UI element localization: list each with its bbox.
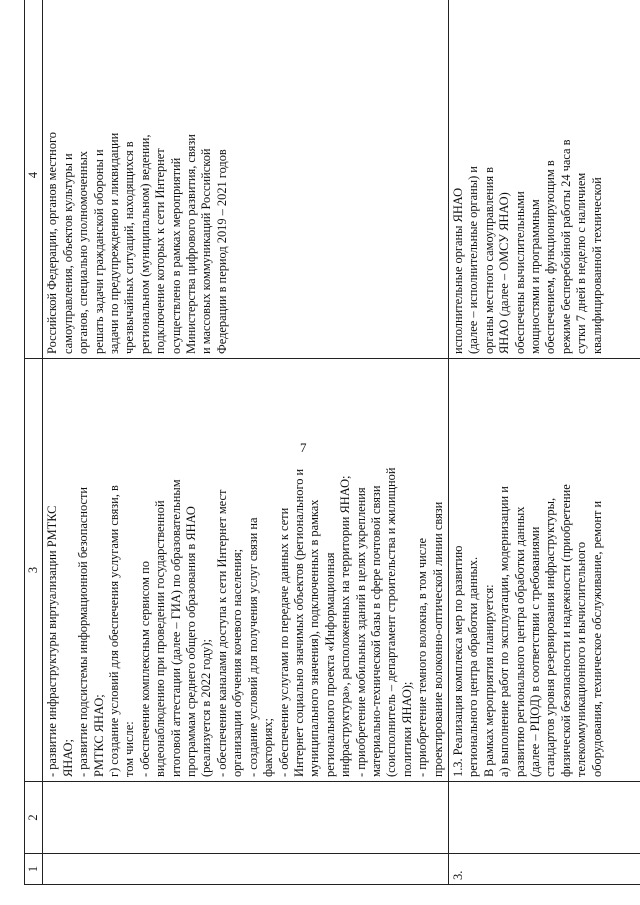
text-line: мощностями и программным [528, 199, 542, 354]
text-line: Интернет социально значимых объектов (регионального и [291, 468, 306, 777]
text-line: оборудования, техническое обслуживание, ремонт и [589, 500, 604, 777]
text-line: Министерства цифрового развития, связи [184, 134, 199, 354]
text-line: - создание условий для получения услуг связи на [245, 517, 260, 777]
text-line: - развитие инфраструктуры виртуализации РМТКС [45, 505, 60, 777]
text-line: муниципального значения), подключенных в рамках [307, 499, 322, 777]
text-line: материально-технической базы в сфере почтовой связи [368, 485, 383, 777]
text-line: подключение которых к сети Интернет [153, 148, 168, 354]
text-line: В рамках мероприятия планируется: [481, 584, 496, 777]
text-line: (далее – исполнительные органы) и [466, 166, 481, 354]
text-line: Российской Федерации, органов местного [45, 132, 60, 354]
text-line: г) создание условий для обеспечения услугами связи, в [107, 485, 122, 777]
text-line: и массовых коммуникаций Российской [199, 148, 214, 354]
activity-cell [43, 359, 449, 782]
text-line: РМТКС ЯНАО; [91, 694, 106, 777]
text-line: итоговой аттестации (далее – ГИА) по образовательным [168, 479, 183, 777]
text-line: стандартов уровня резервирования инфраструктуры, [543, 497, 558, 777]
text-line: а) выполнение работ по эксплуатации, модернизации и [497, 486, 512, 777]
text-line: осуществлено в рамках мероприятий [168, 157, 183, 354]
plan-table [24, 0, 640, 885]
text-line: - развитие подсистемы информационной безопасности [76, 486, 91, 777]
text-line: решать задачи гражданской обороны и [91, 149, 106, 354]
text-line: Федерации в период 2019 – 2021 годов [214, 149, 229, 354]
text-line: органов, специально уполномоченных [76, 151, 91, 354]
text-line: регионального проекта «Информационная [322, 552, 337, 777]
text-line: обеспечением, функционирующим в [543, 160, 558, 354]
text-line: (соисполнитель – департамент строительства и жилищной [384, 467, 399, 777]
result-cell [448, 0, 640, 359]
text-line: - обеспечение комплексным сервисом по [137, 561, 152, 777]
text-line: инфраструктура», расположенных на территории ЯНАО; [338, 475, 353, 777]
text-line: - обеспечение услугами по передаче данных к сети [276, 507, 291, 777]
header-col-4: 4 [25, 0, 43, 359]
rotated-table-container [24, 12, 604, 885]
text-line: том числе: [122, 721, 137, 777]
text-line: телекоммуникационного и вычислительного [574, 541, 589, 777]
row-number-cell: 3. [448, 854, 640, 885]
table-row [43, 0, 449, 885]
text-line: чрезвычайных ситуаций, находящихся в [122, 141, 137, 354]
text-line: организации обучения кочевого населения; [230, 548, 245, 777]
text-line: - обеспечение каналами доступа к сети Интернет мест [214, 489, 229, 777]
text-line: программам среднего общего образования в ЯНАО [184, 506, 199, 777]
text-line: ЯНАО (далее – ОМСУ ЯНАО) [497, 192, 512, 354]
text-line: 1.3. Реализация комплекса мер по развитию [450, 545, 465, 777]
activity-cell [448, 359, 640, 782]
col2-cell [43, 782, 449, 854]
text-line: регионального центра обработки данных. [466, 556, 481, 777]
text-line: (далее – РЦОД) в соответствии с требованиями [528, 526, 542, 777]
header-col-2: 2 [25, 782, 43, 854]
table-header-row [25, 0, 43, 885]
text-line: - приобретение темного волокна, в том числе [415, 538, 430, 777]
text-line: видеонаблюдению при проведении государственной [153, 500, 168, 777]
col2-cell [448, 782, 640, 854]
text-line: - приобретение мобильных зданий в целях укрепления [353, 487, 368, 777]
header-col-3: 3 [25, 359, 43, 782]
text-line: факториях; [261, 718, 276, 777]
text-line: региональном (муниципальном) ведении, [137, 134, 152, 354]
text-line: исполнительные органы ЯНАО [450, 187, 465, 354]
text-line: физической безопасности и надежности (приобретение [558, 484, 573, 777]
text-line: (реализуется в 2022 году); [199, 639, 214, 777]
page-number: 7 [300, 440, 307, 455]
text-line: задачи по предупреждению и ликвидации [107, 132, 122, 354]
text-line: ЯНАО; [60, 739, 75, 777]
text-line: политики ЯНАО); [399, 681, 414, 777]
text-line: сутки 7 дней в неделю с наличием [574, 172, 589, 354]
text-line: развитию регионального центра обработки данных [512, 506, 527, 777]
result-cell [43, 0, 449, 359]
table-row [448, 0, 640, 885]
header-col-1: 1 [25, 854, 43, 885]
text-line: режиме бесперебойной работы 24 часа в [558, 139, 573, 354]
row-number-cell [43, 854, 449, 885]
text-line: квалифицированной технической [589, 177, 604, 354]
text-line: органы местного самоуправления в [481, 167, 496, 354]
text-line: обеспечены вычислительными [512, 191, 527, 354]
text-line: проектирование волоконно-оптической линии связи [430, 501, 445, 777]
text-line: самоуправления, объектов культуры и [60, 153, 75, 354]
